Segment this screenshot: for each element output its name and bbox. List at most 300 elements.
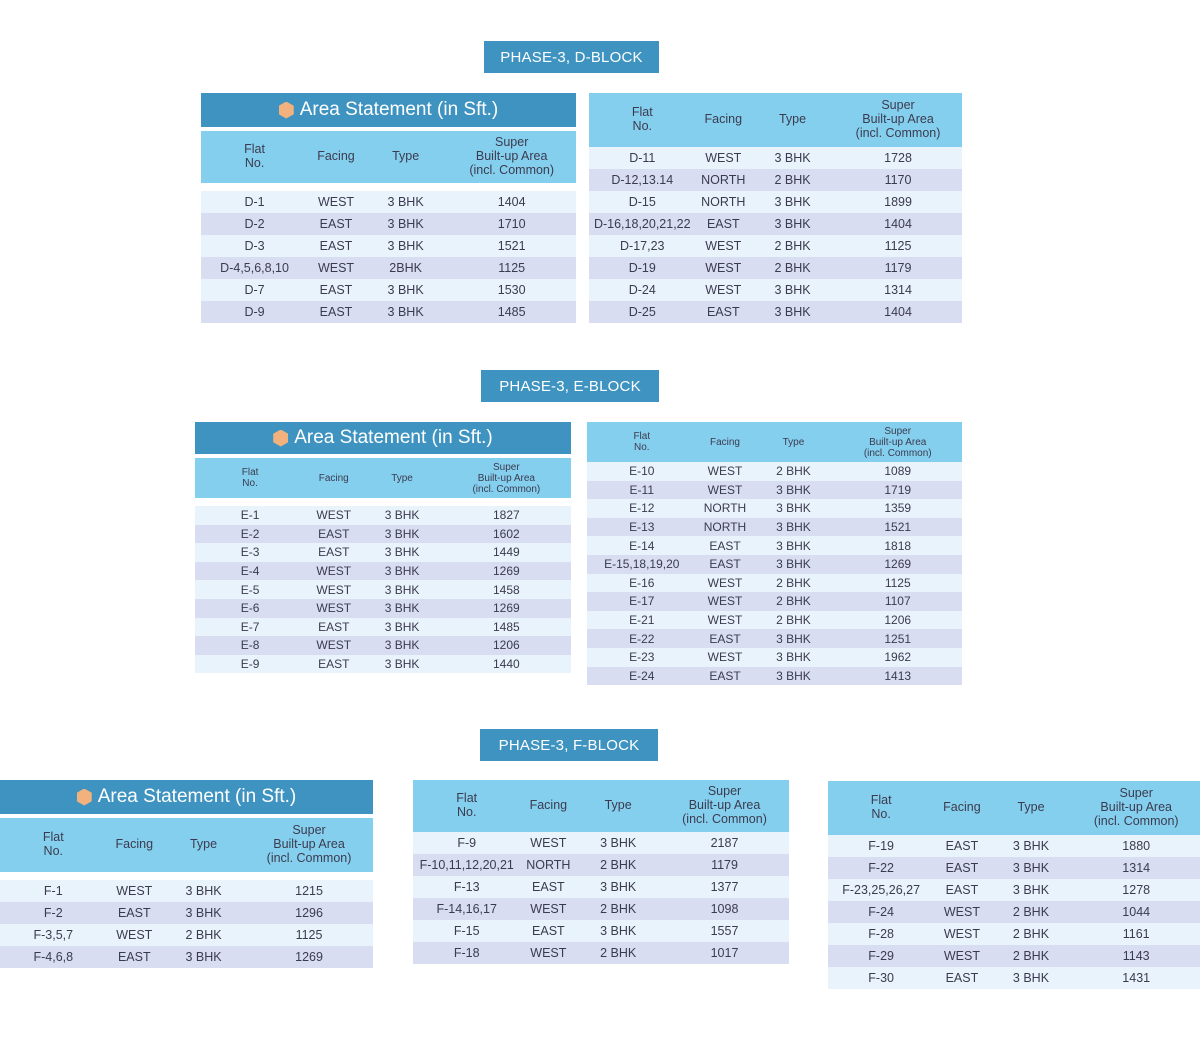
- hexagon-icon: [77, 789, 92, 806]
- section-title-f-block: PHASE-3, F-BLOCK: [480, 729, 658, 761]
- area-cell: 1098: [710, 902, 739, 916]
- type-cell: 3 BHK: [185, 884, 222, 898]
- area-cell: 1377: [710, 880, 739, 894]
- flat-no-cell: D-17,23: [620, 239, 665, 253]
- area-cell: 1107: [884, 594, 911, 609]
- type-cell: 3 BHK: [185, 906, 222, 920]
- facing-cell: EAST: [117, 950, 151, 964]
- area-cell: 1125: [884, 239, 912, 253]
- table-row: [195, 543, 571, 562]
- area-cell: 1170: [884, 173, 912, 187]
- table-row: [413, 898, 789, 920]
- area-cell: 1458: [493, 582, 520, 597]
- type-cell: 3 BHK: [600, 836, 637, 850]
- header-facing: Facing: [709, 436, 740, 448]
- facing-cell: EAST: [318, 526, 350, 541]
- area-cell: 1143: [1122, 949, 1150, 963]
- facing-cell: EAST: [945, 883, 979, 897]
- type-cell: 2 BHK: [774, 239, 811, 253]
- facing-cell: NORTH: [526, 858, 571, 872]
- area-cell: 1215: [295, 884, 323, 898]
- type-cell: 3 BHK: [387, 283, 424, 297]
- facing-cell: WEST: [530, 946, 567, 960]
- area-statement-banner: [0, 780, 373, 818]
- type-cell: 3 BHK: [1012, 839, 1050, 853]
- flat-no-cell: F-29: [868, 949, 894, 963]
- flat-no-cell: F-23,25,26,27: [842, 883, 921, 897]
- facing-cell: WEST: [530, 836, 567, 850]
- type-cell: 3 BHK: [776, 650, 811, 665]
- area-cell: 1728: [884, 151, 912, 165]
- header-facing: Facing: [943, 801, 981, 815]
- facing-cell: WEST: [317, 195, 355, 209]
- facing-cell: EAST: [532, 880, 565, 894]
- header-flat-no: Flat No.: [42, 831, 64, 858]
- facing-cell: WEST: [705, 261, 742, 275]
- table-row: [201, 301, 576, 323]
- table-row: [828, 923, 1200, 945]
- flat-no-cell: D-7: [244, 283, 265, 297]
- flat-no-cell: F-4,6,8: [33, 950, 74, 964]
- type-cell: 3 BHK: [384, 508, 420, 523]
- facing-cell: EAST: [945, 839, 979, 853]
- header-facing: Facing: [317, 150, 355, 164]
- area-cell: 1719: [884, 482, 912, 497]
- area-cell: 1449: [493, 545, 520, 560]
- hexagon-icon: [273, 430, 288, 447]
- header-facing: Facing: [704, 113, 743, 127]
- type-cell: 3 BHK: [776, 520, 811, 535]
- type-cell: 3 BHK: [185, 950, 222, 964]
- facing-cell: NORTH: [701, 195, 746, 209]
- flat-no-cell: E-8: [240, 638, 260, 653]
- table-row: [201, 213, 576, 235]
- table-row: [589, 213, 962, 235]
- area-table-f-block-3: [828, 781, 1200, 989]
- facing-cell: EAST: [706, 305, 740, 319]
- type-cell: 2 BHK: [776, 575, 811, 590]
- flat-no-cell: D-2: [244, 217, 265, 231]
- flat-no-cell: E-13: [629, 520, 655, 535]
- facing-cell: WEST: [943, 905, 980, 919]
- table-row: [587, 629, 962, 648]
- type-cell: 3 BHK: [776, 501, 811, 516]
- area-cell: 1251: [884, 631, 912, 646]
- type-cell: 3 BHK: [384, 545, 420, 560]
- table-body: [589, 147, 962, 323]
- facing-cell: WEST: [943, 927, 980, 941]
- area-cell: 1880: [1122, 839, 1151, 853]
- area-statement-banner: [195, 422, 571, 458]
- area-cell: 1089: [884, 464, 912, 479]
- facing-cell: WEST: [707, 650, 743, 665]
- header-flat-no: Flat No.: [870, 794, 892, 821]
- table-row: [413, 832, 789, 854]
- area-cell: 1017: [710, 946, 739, 960]
- facing-cell: WEST: [316, 564, 352, 579]
- header-flat-no: Flat No.: [633, 431, 651, 453]
- table-row: [0, 946, 373, 968]
- table-header: [0, 818, 373, 872]
- flat-no-cell: D-3: [244, 239, 265, 253]
- facing-cell: EAST: [532, 924, 565, 938]
- type-cell: 3 BHK: [1012, 861, 1050, 875]
- facing-cell: WEST: [316, 508, 352, 523]
- type-cell: 2BHK: [389, 261, 422, 275]
- header-flat-no: Flat No.: [631, 106, 653, 133]
- type-cell: 3 BHK: [776, 631, 811, 646]
- facing-cell: WEST: [316, 601, 352, 616]
- type-cell: 3 BHK: [774, 151, 811, 165]
- header-flat-no: Flat No.: [244, 143, 265, 170]
- table-row: [587, 518, 962, 537]
- header-flat-no: Flat No.: [241, 467, 259, 489]
- area-table-e-block-1: [195, 422, 571, 673]
- area-cell: 1404: [884, 305, 912, 319]
- flat-no-cell: D-11: [629, 151, 656, 165]
- flat-no-cell: E-4: [240, 564, 260, 579]
- flat-no-cell: F-13: [453, 880, 480, 894]
- table-row: [413, 920, 789, 942]
- area-cell: 1413: [884, 668, 912, 683]
- table-row: [587, 574, 962, 593]
- area-statement-title: Area Statement (in Sft.): [294, 427, 493, 448]
- facing-cell: EAST: [945, 861, 979, 875]
- flat-no-cell: E-11: [629, 482, 654, 497]
- area-cell: 1161: [1122, 927, 1150, 941]
- flat-no-cell: F-14,16,17: [436, 902, 497, 916]
- hexagon-icon: [279, 102, 294, 119]
- facing-cell: WEST: [707, 464, 743, 479]
- flat-no-cell: E-23: [629, 650, 655, 665]
- table-body: [828, 835, 1200, 989]
- facing-cell: NORTH: [703, 520, 747, 535]
- area-cell: 1404: [497, 195, 526, 209]
- table-header: [195, 458, 571, 498]
- table-body: [413, 832, 789, 964]
- area-cell: 1710: [497, 217, 526, 231]
- table-body: [195, 506, 571, 673]
- header-type: Type: [604, 799, 632, 813]
- flat-no-cell: E-24: [629, 668, 655, 683]
- area-cell: 1359: [884, 501, 912, 516]
- section-title-d-block: PHASE-3, D-BLOCK: [484, 41, 659, 73]
- facing-cell: EAST: [319, 283, 353, 297]
- area-cell: 1530: [497, 283, 526, 297]
- area-statement-title: Area Statement (in Sft.): [97, 786, 297, 807]
- type-cell: 3 BHK: [774, 217, 811, 231]
- flat-no-cell: F-9: [457, 836, 477, 850]
- flat-no-cell: F-3,5,7: [33, 928, 74, 942]
- header-facing: Facing: [529, 799, 568, 813]
- flat-no-cell: F-30: [868, 971, 894, 985]
- type-cell: 2 BHK: [1012, 905, 1050, 919]
- table-row: [828, 879, 1200, 901]
- type-cell: 3 BHK: [600, 924, 637, 938]
- type-cell: 2 BHK: [1012, 949, 1050, 963]
- table-row: [587, 592, 962, 611]
- flat-no-cell: F-19: [868, 839, 894, 853]
- area-cell: 1557: [710, 924, 739, 938]
- facing-cell: WEST: [530, 902, 567, 916]
- type-cell: 3 BHK: [387, 239, 424, 253]
- table-row: [589, 191, 962, 213]
- area-cell: 1269: [884, 557, 912, 572]
- facing-cell: EAST: [318, 545, 350, 560]
- header-type: Type: [778, 113, 807, 127]
- flat-no-cell: F-28: [868, 927, 894, 941]
- header-area: Super Built-up Area (incl. Common): [472, 461, 541, 495]
- flat-no-cell: E-14: [629, 538, 655, 553]
- facing-cell: WEST: [943, 949, 980, 963]
- type-cell: 3 BHK: [384, 619, 420, 634]
- table-row: [828, 945, 1200, 967]
- table-row: [828, 967, 1200, 989]
- table-row: [413, 942, 789, 964]
- type-cell: 3 BHK: [387, 305, 424, 319]
- facing-cell: EAST: [319, 217, 353, 231]
- table-row: [195, 506, 571, 525]
- table-row: [0, 902, 373, 924]
- table-header: [587, 422, 962, 462]
- flat-no-cell: E-21: [629, 613, 655, 628]
- flat-no-cell: E-15,18,19,20: [604, 557, 680, 572]
- area-cell: 1269: [493, 564, 520, 579]
- facing-cell: WEST: [707, 613, 743, 628]
- header-area: Super Built-up Area (incl. Common): [266, 824, 352, 865]
- type-cell: 2 BHK: [600, 946, 637, 960]
- header-type: Type: [189, 838, 218, 852]
- table-row: [587, 667, 962, 686]
- flat-no-cell: E-22: [629, 631, 655, 646]
- header-facing: Facing: [115, 838, 154, 852]
- header-area: Super Built-up Area (incl. Common): [682, 785, 767, 826]
- flat-no-cell: F-24: [868, 905, 894, 919]
- area-cell: 1269: [493, 601, 520, 616]
- facing-cell: EAST: [709, 557, 741, 572]
- facing-cell: NORTH: [701, 173, 746, 187]
- table-row: [0, 924, 373, 946]
- flat-no-cell: D-16,18,20,21,22: [593, 217, 691, 231]
- area-cell: 1044: [1122, 905, 1151, 919]
- header-type: Type: [782, 436, 805, 448]
- area-cell: 1206: [884, 613, 912, 628]
- type-cell: 3 BHK: [1012, 883, 1050, 897]
- flat-no-cell: E-1: [240, 508, 260, 523]
- header-type: Type: [391, 472, 413, 484]
- area-cell: 1314: [884, 283, 912, 297]
- facing-cell: WEST: [707, 594, 743, 609]
- type-cell: 3 BHK: [384, 526, 420, 541]
- type-cell: 3 BHK: [384, 638, 420, 653]
- type-cell: 3 BHK: [384, 657, 420, 672]
- type-cell: 2 BHK: [774, 173, 811, 187]
- flat-no-cell: F-22: [868, 861, 894, 875]
- facing-cell: EAST: [945, 971, 979, 985]
- header-type: Type: [1017, 801, 1045, 815]
- table-row: [195, 618, 571, 637]
- area-cell: 1899: [884, 195, 912, 209]
- area-cell: 2187: [710, 836, 739, 850]
- area-cell: 1125: [295, 928, 323, 942]
- area-cell: 1125: [498, 261, 526, 275]
- table-header: [589, 93, 962, 147]
- area-cell: 1179: [711, 858, 738, 872]
- area-cell: 1827: [493, 508, 520, 523]
- flat-no-cell: D-12,13.14: [611, 173, 674, 187]
- header-area: Super Built-up Area (incl. Common): [1093, 787, 1179, 828]
- facing-cell: EAST: [318, 657, 350, 672]
- facing-cell: WEST: [707, 575, 743, 590]
- flat-no-cell: F-10,11,12,20,21: [419, 858, 514, 872]
- table-body: [587, 462, 962, 685]
- area-cell: 1314: [1122, 861, 1151, 875]
- table-row: [195, 580, 571, 599]
- area-cell: 1206: [493, 638, 520, 653]
- flat-no-cell: E-9: [240, 657, 260, 672]
- header-type: Type: [392, 150, 420, 164]
- type-cell: 3 BHK: [776, 557, 811, 572]
- flat-no-cell: E-3: [240, 545, 260, 560]
- type-cell: 2 BHK: [600, 902, 637, 916]
- area-table-f-block-2: [413, 780, 789, 964]
- table-row: [195, 655, 571, 674]
- header-facing: Facing: [318, 472, 349, 484]
- flat-no-cell: D-4,5,6,8,10: [220, 261, 289, 275]
- flat-no-cell: E-10: [629, 464, 655, 479]
- table-row: [587, 536, 962, 555]
- area-cell: 1962: [884, 650, 912, 665]
- table-row: [589, 301, 962, 323]
- area-cell: 1278: [1122, 883, 1151, 897]
- facing-cell: WEST: [317, 261, 355, 275]
- area-cell: 1602: [493, 526, 520, 541]
- header-area: Super Built-up Area (incl. Common): [855, 99, 941, 140]
- facing-cell: WEST: [316, 638, 352, 653]
- type-cell: 2 BHK: [776, 594, 811, 609]
- table-row: [589, 147, 962, 169]
- section-title-e-block: PHASE-3, E-BLOCK: [481, 370, 659, 402]
- flat-no-cell: D-9: [244, 305, 265, 319]
- type-cell: 3 BHK: [1012, 971, 1050, 985]
- table-row: [413, 854, 789, 876]
- table-row: [828, 835, 1200, 857]
- table-row: [195, 636, 571, 655]
- facing-cell: WEST: [116, 884, 153, 898]
- flat-no-cell: E-7: [240, 619, 260, 634]
- table-body: [201, 191, 576, 323]
- facing-cell: WEST: [707, 482, 743, 497]
- type-cell: 3 BHK: [774, 305, 811, 319]
- area-cell: 1818: [884, 538, 912, 553]
- facing-cell: WEST: [705, 283, 742, 297]
- type-cell: 3 BHK: [387, 217, 424, 231]
- area-statement-title: Area Statement (in Sft.): [299, 99, 499, 120]
- facing-cell: WEST: [705, 239, 742, 253]
- table-row: [587, 499, 962, 518]
- flat-no-cell: D-19: [628, 261, 656, 275]
- table-row: [589, 169, 962, 191]
- type-cell: 3 BHK: [776, 482, 811, 497]
- type-cell: 2 BHK: [600, 858, 637, 872]
- type-cell: 3 BHK: [600, 880, 637, 894]
- facing-cell: NORTH: [703, 501, 747, 516]
- table-row: [195, 599, 571, 618]
- type-cell: 2 BHK: [1012, 927, 1050, 941]
- facing-cell: WEST: [116, 928, 153, 942]
- type-cell: 3 BHK: [387, 195, 424, 209]
- facing-cell: EAST: [709, 668, 741, 683]
- flat-no-cell: E-17: [629, 594, 655, 609]
- area-cell: 1440: [493, 657, 520, 672]
- area-cell: 1296: [295, 906, 323, 920]
- header-area: Super Built-up Area (incl. Common): [863, 425, 932, 459]
- facing-cell: EAST: [319, 305, 353, 319]
- table-row: [587, 481, 962, 500]
- flat-no-cell: E-12: [629, 501, 655, 516]
- type-cell: 3 BHK: [776, 668, 811, 683]
- table-row: [587, 555, 962, 574]
- table-row: [587, 648, 962, 667]
- flat-no-cell: F-18: [453, 946, 480, 960]
- flat-no-cell: E-6: [240, 601, 260, 616]
- facing-cell: EAST: [318, 619, 350, 634]
- table-row: [195, 562, 571, 581]
- flat-no-cell: E-16: [629, 575, 655, 590]
- facing-cell: EAST: [709, 538, 741, 553]
- flat-no-cell: D-25: [628, 305, 656, 319]
- type-cell: 2 BHK: [776, 613, 811, 628]
- facing-cell: EAST: [117, 906, 151, 920]
- flat-no-cell: E-5: [240, 582, 260, 597]
- header-area: Super Built-up Area (incl. Common): [469, 136, 555, 177]
- table-row: [587, 611, 962, 630]
- table-header: [201, 131, 576, 183]
- type-cell: 3 BHK: [774, 283, 811, 297]
- area-statement-banner: [201, 93, 576, 131]
- table-row: [589, 279, 962, 301]
- type-cell: 2 BHK: [774, 261, 811, 275]
- table-row: [589, 235, 962, 257]
- area-cell: 1269: [295, 950, 323, 964]
- table-row: [587, 462, 962, 481]
- table-row: [201, 279, 576, 301]
- table-row: [195, 525, 571, 544]
- type-cell: 3 BHK: [384, 582, 420, 597]
- table-body: [0, 880, 373, 968]
- facing-cell: WEST: [705, 151, 742, 165]
- facing-cell: WEST: [316, 582, 352, 597]
- area-cell: 1431: [1122, 971, 1151, 985]
- area-cell: 1404: [884, 217, 912, 231]
- flat-no-cell: D-15: [628, 195, 656, 209]
- table-row: [413, 876, 789, 898]
- flat-no-cell: F-15: [453, 924, 480, 938]
- flat-no-cell: E-2: [240, 526, 260, 541]
- area-table-f-block-1: [0, 780, 373, 968]
- table-row: [201, 235, 576, 257]
- type-cell: 3 BHK: [384, 601, 420, 616]
- area-table-d-block-2: [589, 93, 962, 323]
- table-row: [828, 901, 1200, 923]
- table-row: [0, 880, 373, 902]
- header-flat-no: Flat No.: [456, 792, 478, 819]
- area-cell: 1485: [497, 305, 526, 319]
- area-cell: 1485: [493, 619, 520, 634]
- table-row: [201, 257, 576, 279]
- area-table-e-block-2: [587, 422, 962, 685]
- type-cell: 3 BHK: [774, 195, 811, 209]
